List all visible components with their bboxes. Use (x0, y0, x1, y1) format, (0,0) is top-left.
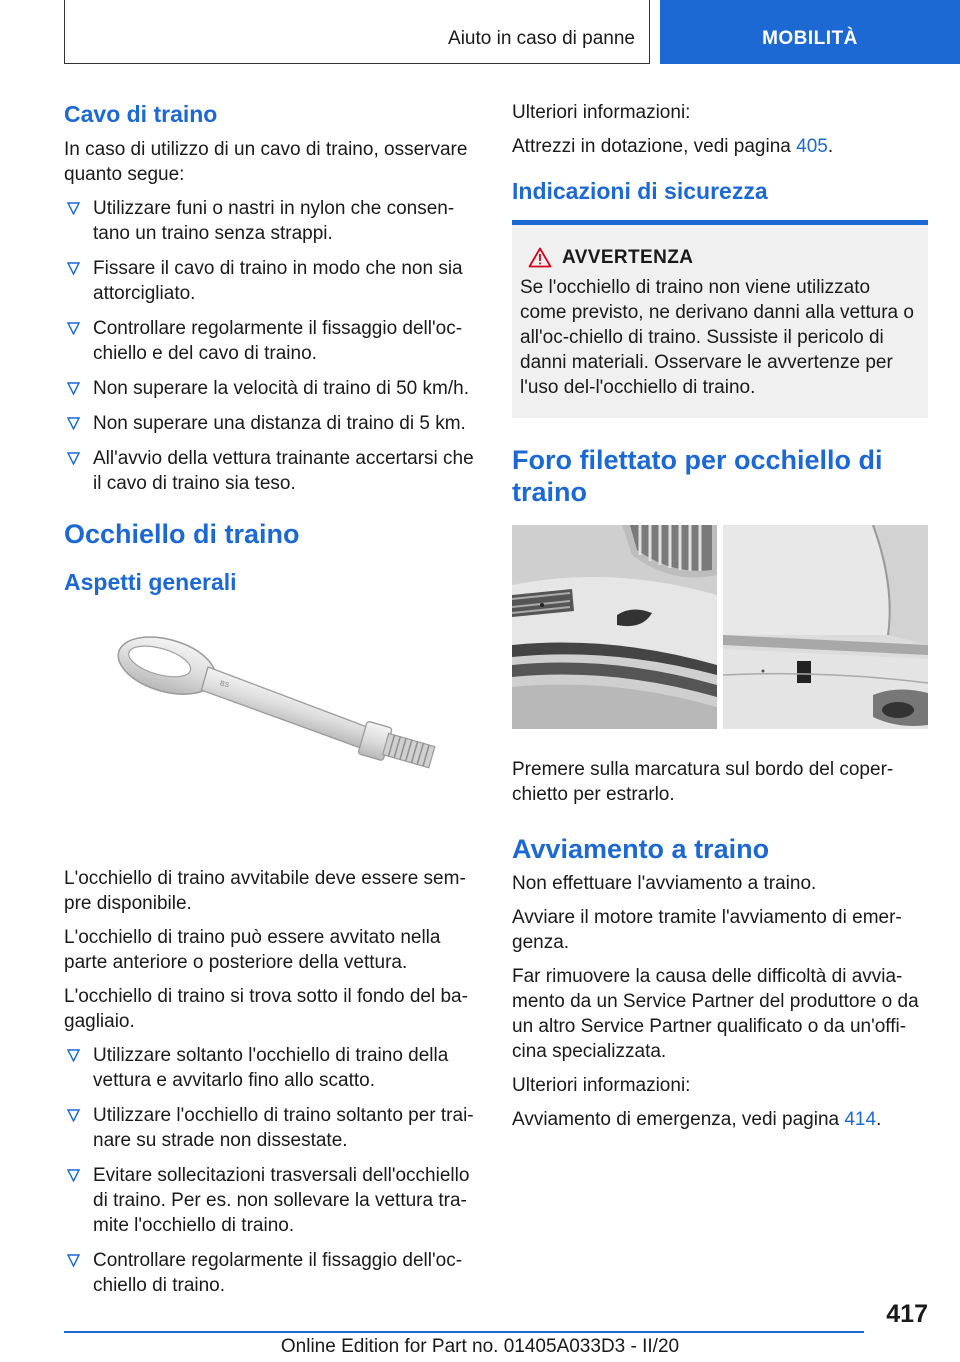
info-label-2: Ulteriori informazioni: (512, 1074, 691, 1096)
list-item: Non superare la velocità di traino di 50 km/h. (64, 376, 476, 401)
attrezzi-ref: Attrezzi in dotazione, vedi pagina 405. (512, 136, 834, 157)
footer-divider (64, 1331, 864, 1333)
warning-title: AVVERTENZA (562, 246, 694, 268)
occhiello-paragraph: L'occhiello di traino avvitabile deve essere sem-pre disponibile. (64, 867, 466, 914)
occhiello-paragraph: L'occhiello di traino si trova sotto il fondo del ba-gagliaio. (64, 985, 468, 1032)
aspetti-title: Aspetti generali (64, 569, 237, 596)
occhiello-paragraph: L'occhiello di traino può essere avvitato nella parte anteriore o posteriore della vettura. (64, 926, 441, 973)
front-bumper-image (512, 525, 717, 729)
list-item: Fissare il cavo di traino in modo che non sia attorcigliato. (64, 256, 476, 306)
foro-text: Premere sulla marcatura sul bordo del coper-chietto per estrarlo. (512, 758, 894, 805)
page-header (0, 0, 960, 64)
list-item: Utilizzare funi o nastri in nylon che consen-tano un traino senza strappi. (64, 196, 476, 246)
occhiello-title: Occhiello di traino (64, 518, 300, 549)
header-chapter-tab (660, 0, 960, 64)
avviamento-paragraph: Non effettuare l'avviamento a traino. (512, 872, 817, 894)
warning-triangle-icon (528, 247, 552, 268)
list-item: Utilizzare l'occhiello di traino soltanto per trai-nare su strade non dissestate. (64, 1103, 476, 1153)
rear-bumper-image (723, 525, 928, 729)
avviamento-title: Avviamento a traino (512, 833, 770, 864)
footer-edition: Online Edition for Part no. 01405A033D3 - II/20 (280, 1336, 680, 1357)
emergenza-ref: Avviamento di emergenza, vedi pagina 414. (512, 1108, 882, 1130)
cavo-title: Cavo di traino (64, 101, 218, 127)
right-column (512, 100, 928, 1141)
occhiello-list (64, 1043, 476, 1298)
warning-text: Se l'occhiello di traino non viene utilizzato come previsto, ne derivano danni alla vettura o all'oc-chiello di traino. Sussiste il pericolo di danni materiali. Osservare le avvertenze per l'uso del-l'occhiello di traino. (520, 276, 914, 398)
cavo-list (64, 196, 476, 496)
tow-eye-cover-images (512, 525, 928, 729)
list-item: Controllare regolarmente il fissaggio dell'oc-chiello e del cavo di traino. (64, 316, 476, 366)
list-item: All'avvio della vettura trainante accertarsi che il cavo di traino sia teso. (64, 446, 476, 496)
header-section-title: Aiuto in caso di panne (448, 28, 635, 49)
triangle-bullet-icon (67, 202, 80, 215)
triangle-bullet-icon (67, 1169, 80, 1182)
page-link-414[interactable]: 414 (844, 1108, 877, 1130)
page-link-405[interactable]: 405 (796, 136, 828, 157)
warning-header (528, 247, 920, 269)
list-item: Utilizzare soltanto l'occhiello di traino della vettura e avvitarlo fino allo scatto. (64, 1043, 476, 1093)
header-chapter-title: MOBILITÀ (762, 28, 858, 49)
sicurezza-title: Indicazioni di sicurezza (512, 178, 768, 204)
triangle-bullet-icon (67, 417, 80, 430)
warning-box (512, 220, 928, 418)
list-item: Controllare regolarmente il fissaggio dell'oc-chiello di traino. (64, 1248, 476, 1298)
svg-text:BS: BS (218, 679, 230, 690)
header-section-box (64, 0, 650, 64)
cavo-intro: In caso di utilizzo di un cavo di traino, osservare quanto segue: (64, 138, 468, 185)
triangle-bullet-icon (67, 452, 80, 465)
triangle-bullet-icon (67, 1109, 80, 1122)
list-item: Evitare sollecitazioni trasversali dell'occhiello di traino. Per es. non sollevare la vettura tra-mite l'occhiello di traino. (64, 1163, 476, 1238)
avviamento-paragraph: Far rimuovere la causa delle difficoltà di avvia-mento da un Service Partner del produttore o da un altro Service Partner qualificato o da un'offi-cina specializzata. (512, 965, 919, 1062)
page-number: 417 (886, 1300, 928, 1328)
triangle-bullet-icon (67, 1254, 80, 1267)
info-label: Ulteriori informazioni: (512, 102, 691, 123)
triangle-bullet-icon (67, 262, 80, 275)
left-column (64, 100, 476, 1308)
triangle-bullet-icon (67, 322, 80, 335)
triangle-bullet-icon (67, 382, 80, 395)
tow-hook-image (64, 633, 476, 843)
foro-title: Foro filettato per occhiello di traino (512, 444, 883, 508)
avviamento-paragraph: Avviare il motore tramite l'avviamento di emer-genza. (512, 906, 902, 953)
list-item: Non superare una distanza di traino di 5 km. (64, 411, 476, 436)
triangle-bullet-icon (67, 1049, 80, 1062)
